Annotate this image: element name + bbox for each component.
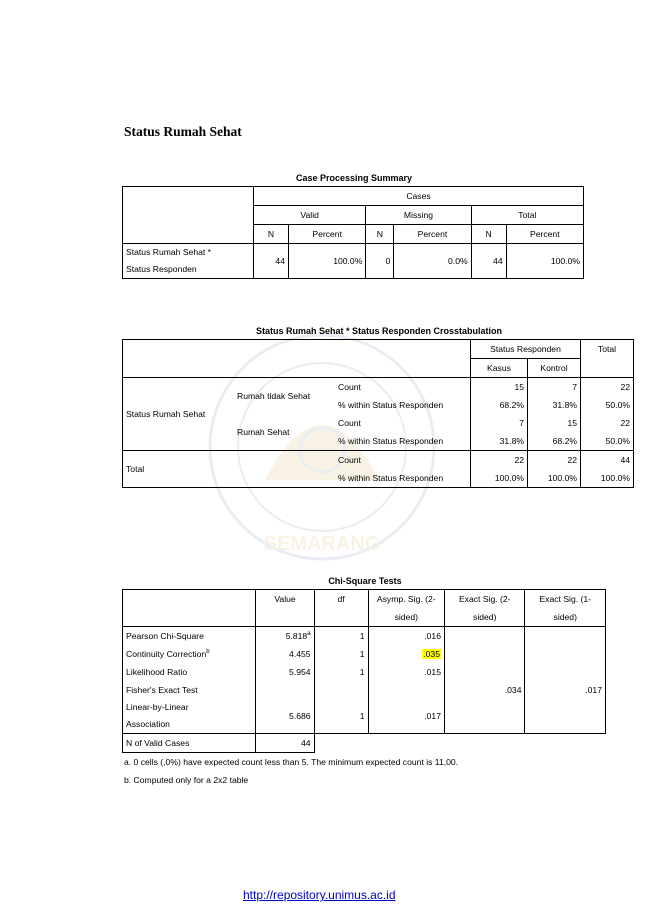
value-cell: 5.686 [256, 699, 314, 734]
asymp-cell [368, 681, 444, 699]
chi-square-table [122, 589, 606, 753]
category-rumah-sehat: Rumah Sehat [234, 414, 335, 451]
cell: 50.0% [581, 432, 634, 451]
exact2-cell: .034 [444, 681, 525, 699]
df-cell: 1 [314, 663, 368, 681]
value-cell: 5.954 [256, 663, 314, 681]
cell: 44 [581, 451, 634, 470]
value-cell [256, 681, 314, 699]
empty-cell [525, 734, 606, 753]
row-label-text: Pearson Chi-Square [126, 631, 204, 641]
exact2-header-line1: Exact Sig. (2- [444, 590, 525, 609]
asymp-header-line1: Asymp. Sig. (2- [368, 590, 444, 609]
percent-header: Percent [288, 225, 365, 244]
cell: 22 [581, 414, 634, 432]
var-label: Status Rumah Sehat [123, 378, 235, 451]
row-label-line2: Status Responden [126, 264, 197, 274]
value-text: 5.818 [285, 631, 308, 641]
stat-percent: % within Status Responden [335, 396, 471, 414]
total-row-label: Total [123, 451, 336, 488]
row-label [123, 699, 256, 734]
cell: 15 [528, 414, 581, 432]
df-header: df [314, 590, 368, 627]
exact1-cell: .017 [525, 681, 606, 699]
empty-cell [444, 734, 525, 753]
highlighted-value: .035 [423, 649, 440, 659]
asymp-cell: .017 [368, 699, 444, 734]
chi-square-title: Chi-Square Tests [328, 576, 402, 586]
asymp-header-line2: sided) [368, 608, 444, 627]
stat-count: Count [335, 378, 471, 397]
cell: 22 [581, 378, 634, 397]
repository-link[interactable]: http://repository.unimus.ac.id [243, 888, 396, 902]
page-heading: Status Rumah Sehat [124, 124, 242, 139]
value-cell: 4.455 [256, 645, 314, 663]
footnote-marker: a [307, 631, 311, 638]
empty-cell [314, 734, 368, 753]
exact1-cell [525, 663, 606, 681]
status-responden-header: Status Responden [471, 340, 581, 359]
cell: 50.0% [581, 396, 634, 414]
cell: 22 [528, 451, 581, 470]
valid-percent: 100.0% [288, 244, 365, 279]
value-cell: 44 [256, 734, 314, 753]
row-label: Likelihood Ratio [123, 663, 256, 681]
kontrol-header: Kontrol [528, 359, 581, 378]
exact2-cell [444, 699, 525, 734]
cell: 22 [471, 451, 528, 470]
asymp-cell: .015 [368, 663, 444, 681]
stat-count: Count [335, 451, 471, 470]
row-label [123, 244, 254, 279]
stat-percent: % within Status Responden [335, 432, 471, 451]
cell: 7 [528, 378, 581, 397]
footnote-b: b. Computed only for a 2x2 table [124, 775, 249, 785]
cell: 68.2% [528, 432, 581, 451]
exact2-header-line2: sided) [444, 608, 525, 627]
total-header: Total [471, 206, 583, 225]
missing-n: 0 [366, 244, 394, 279]
n-header: N [471, 225, 506, 244]
row-label-text: Continuity Correction [126, 649, 207, 659]
cell: 15 [471, 378, 528, 397]
cell: 31.8% [528, 396, 581, 414]
df-cell [314, 681, 368, 699]
category-rumah-tidak-sehat: Rumah tidak Sehat [234, 378, 335, 415]
stat-count: Count [335, 414, 471, 432]
n-header: N [254, 225, 289, 244]
row-label: Fisher's Exact Test [123, 681, 256, 699]
value-cell [256, 627, 314, 646]
corner-cell [123, 340, 471, 378]
exact2-cell [444, 645, 525, 663]
total-n: 44 [471, 244, 506, 279]
exact2-cell [444, 663, 525, 681]
corner-cell [123, 590, 256, 627]
valid-header: Valid [254, 206, 366, 225]
exact2-cell [444, 627, 525, 646]
cell: 7 [471, 414, 528, 432]
total-percent: 100.0% [506, 244, 583, 279]
row-label-line1: Linear-by-Linear [126, 702, 189, 712]
missing-header: Missing [366, 206, 471, 225]
cell: 100.0% [528, 469, 581, 488]
row-label-line1: Status Rumah Sehat * [126, 247, 212, 257]
percent-header: Percent [506, 225, 583, 244]
cases-header: Cases [254, 187, 584, 206]
value-header: Value [256, 590, 314, 627]
cell: 31.8% [471, 432, 528, 451]
kasus-header: Kasus [471, 359, 528, 378]
corner-cell [123, 187, 254, 244]
percent-header: Percent [394, 225, 471, 244]
valid-n: 44 [254, 244, 289, 279]
asymp-cell: .016 [368, 627, 444, 646]
crosstab-table [122, 339, 634, 488]
df-cell: 1 [314, 627, 368, 646]
case-summary-table [122, 186, 584, 279]
row-label-line2: Association [126, 719, 170, 729]
df-cell: 1 [314, 645, 368, 663]
empty-cell [368, 734, 444, 753]
asymp-cell [368, 645, 444, 663]
exact1-header-line2: sided) [525, 608, 606, 627]
cell: 100.0% [471, 469, 528, 488]
row-label [123, 645, 256, 663]
exact1-header-line1: Exact Sig. (1- [525, 590, 606, 609]
case-summary-title: Case Processing Summary [295, 173, 413, 183]
row-label: N of Valid Cases [123, 734, 256, 753]
exact1-cell [525, 627, 606, 646]
missing-percent: 0.0% [394, 244, 471, 279]
cell: 68.2% [471, 396, 528, 414]
exact1-cell [525, 699, 606, 734]
watermark-text: SEMARANG [263, 533, 381, 555]
crosstab-title: Status Rumah Sehat * Status Responden Crosstabulation [255, 326, 503, 336]
exact1-cell [525, 645, 606, 663]
footnote-a: a. 0 cells (,0%) have expected count less than 5. The minimum expected count is 11,00. [124, 757, 459, 767]
stat-percent: % within Status Responden [335, 469, 471, 488]
n-header: N [366, 225, 394, 244]
footnote-marker: b [206, 649, 210, 656]
row-label [123, 627, 256, 646]
cell: 100.0% [581, 469, 634, 488]
df-cell: 1 [314, 699, 368, 734]
total-header: Total [581, 340, 634, 378]
